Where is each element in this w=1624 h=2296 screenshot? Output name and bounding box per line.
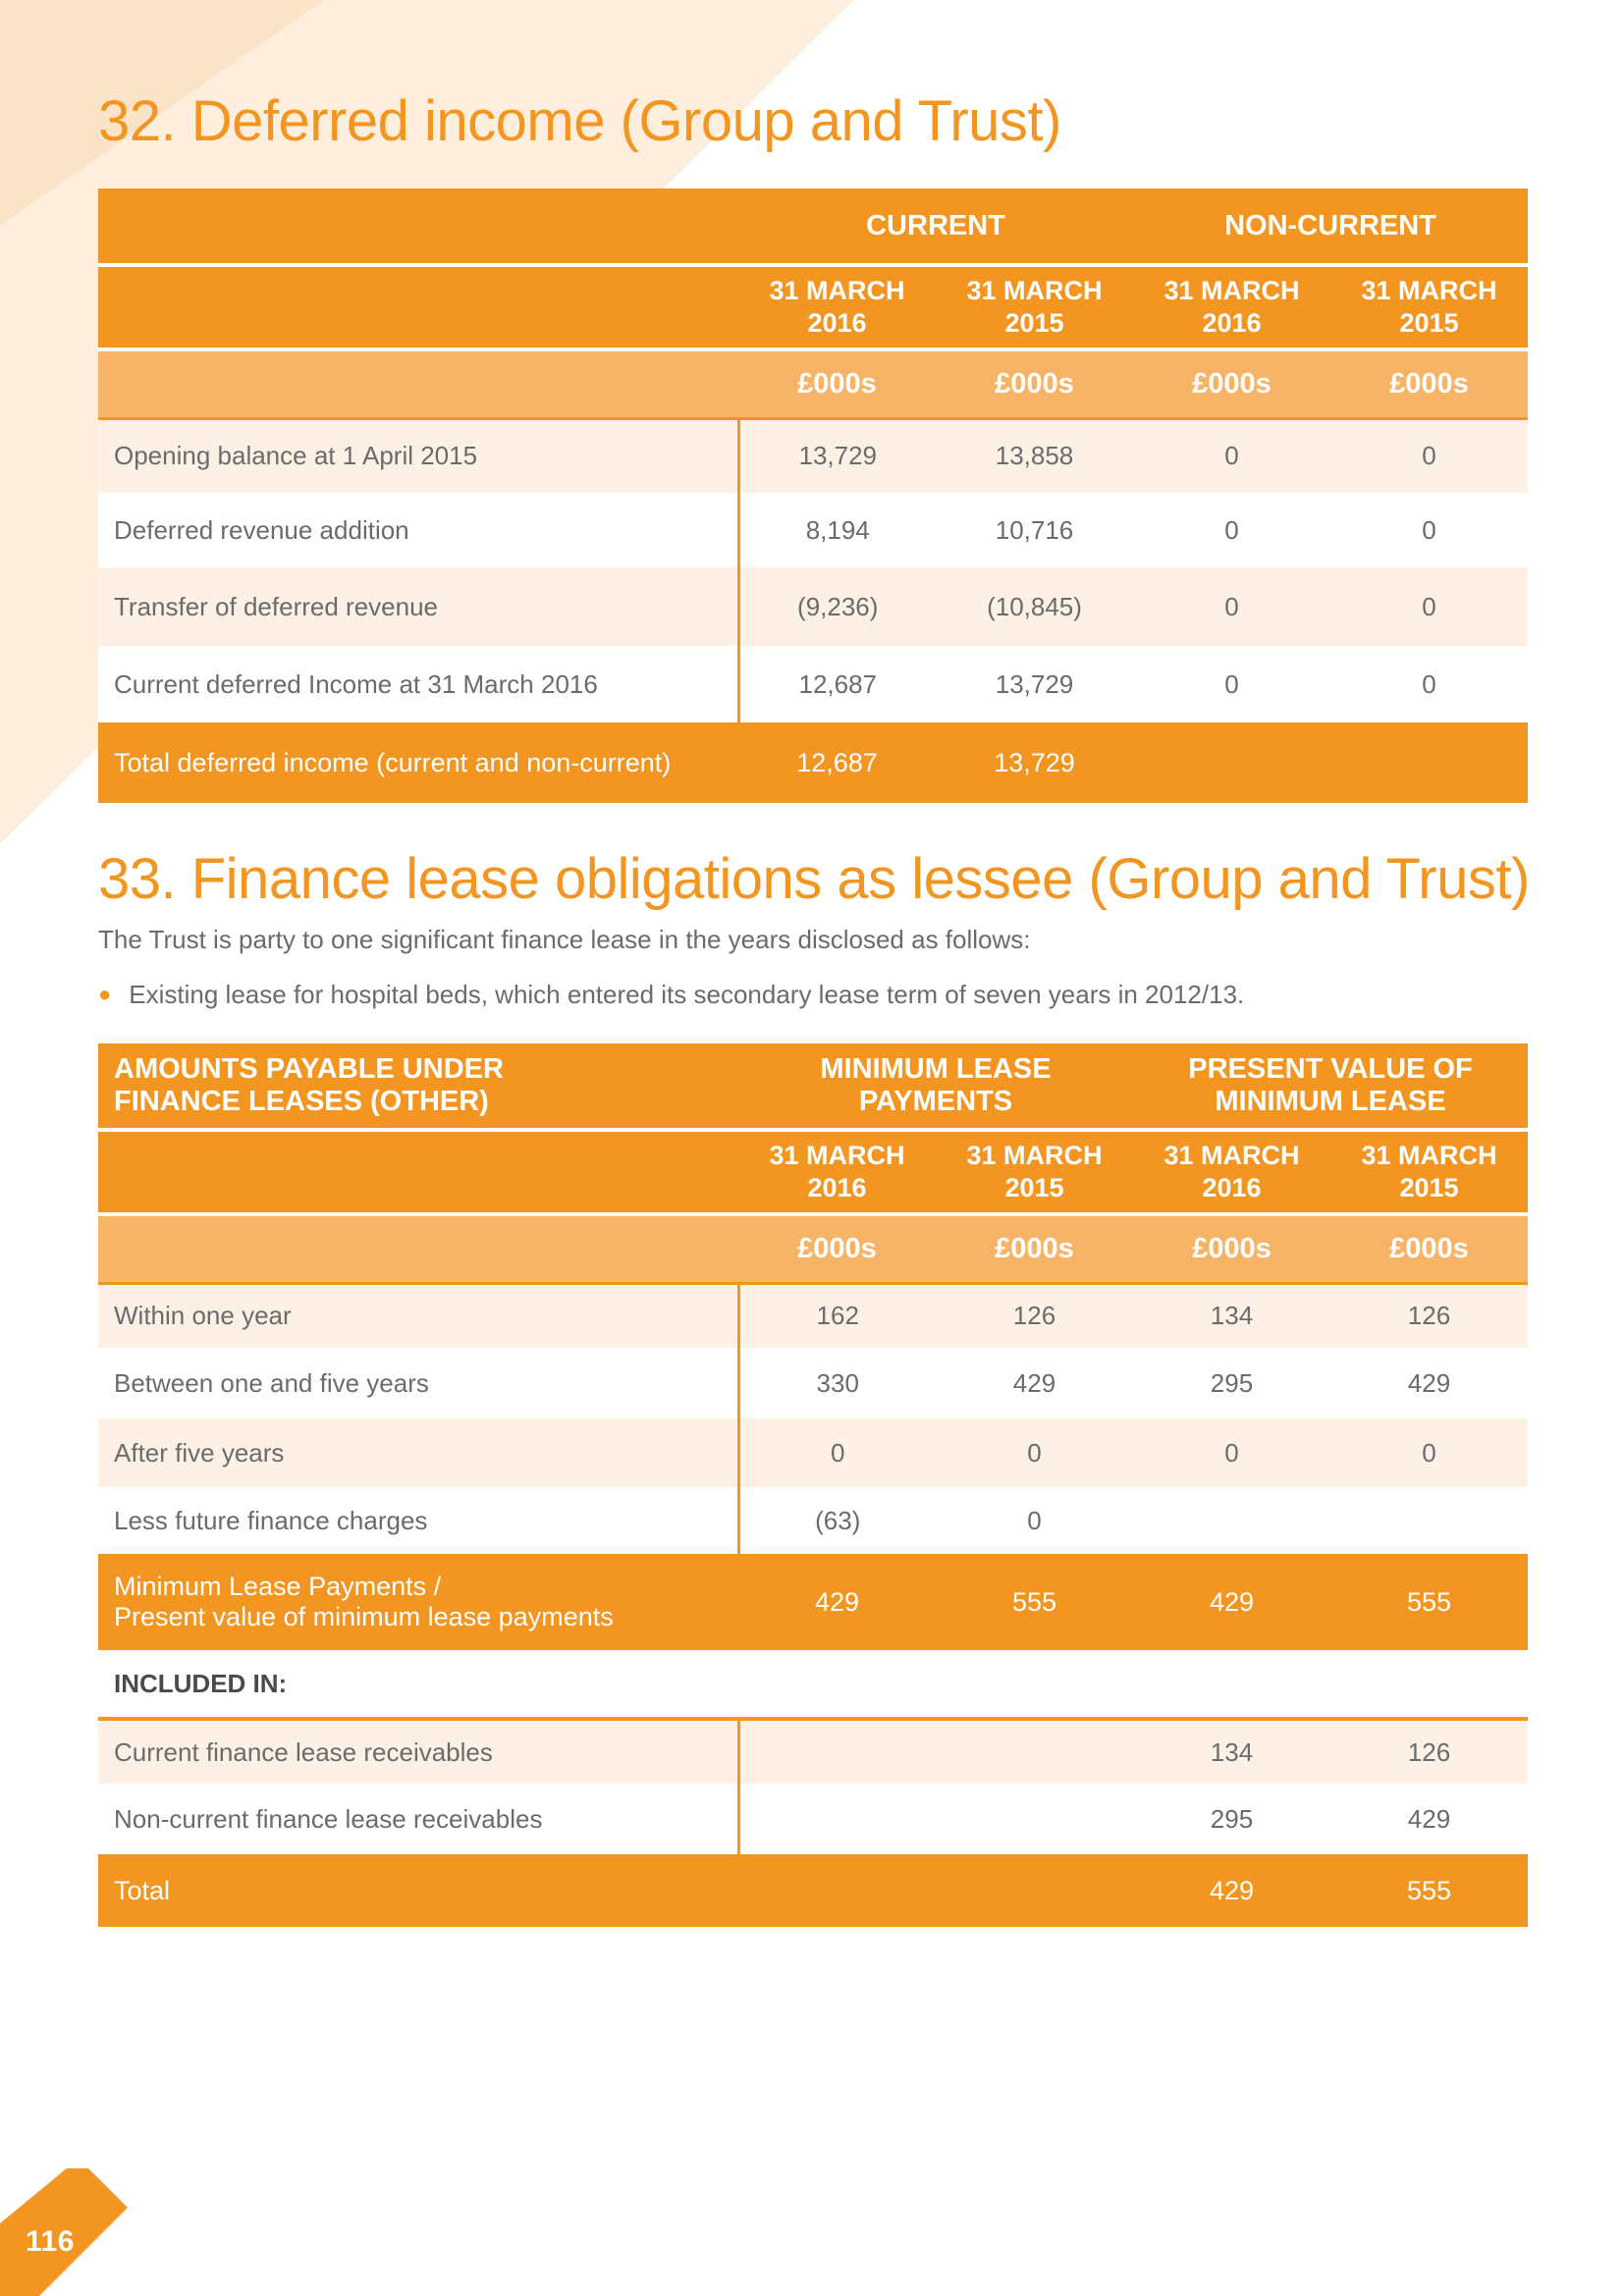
cell-value: 162 [738,1283,936,1348]
date-header: 31 MARCH 2015 [1330,1130,1528,1214]
table-header-groups [98,1043,1528,1130]
cell-value [936,1784,1133,1854]
cell-value: 429 [1330,1784,1528,1854]
group-header-minimum-lease: MINIMUM LEASE PAYMENTS [738,1043,1133,1130]
unit-header: £000s [936,349,1133,418]
cell-value: 134 [1133,1719,1330,1784]
table-row [98,1719,1528,1784]
row-label: Between one and five years [98,1348,738,1418]
cell-value: 8,194 [738,493,936,567]
bullet-item [98,980,1244,1010]
cell-value: 0 [936,1418,1133,1487]
cell-value: 0 [1330,1418,1528,1487]
cell-value: 0 [1133,418,1330,493]
table-row [98,1487,1528,1554]
cell-value: 0 [1330,567,1528,646]
total-value: 429 [738,1554,936,1650]
table-row [98,1348,1528,1418]
cell-value: 0 [1133,646,1330,722]
total-value: 429 [1133,1554,1330,1650]
section-33-intro: The Trust is party to one significant finance lease in the years disclosed as follows: [98,925,1031,954]
header-blank [98,349,738,418]
cell-value: 134 [1133,1283,1330,1348]
section-33-title: 33. Finance lease obligations as lessee (Group and Trust) [98,847,1530,911]
row-label: Transfer of deferred revenue [98,567,738,646]
table-header-dates [98,1130,1528,1214]
header-blank [98,265,738,349]
cell-value [738,1719,936,1784]
cell-value: 0 [1330,493,1528,567]
cell-value: 13,729 [738,418,936,493]
total-label: Total [98,1854,738,1927]
total-value [738,1854,936,1927]
minimum-lease-total-row [98,1554,1528,1650]
table-row [98,418,1528,493]
cell-value: 0 [1133,1418,1330,1487]
table-header-units [98,349,1528,418]
total-value [1133,722,1330,803]
cell-value: 295 [1133,1784,1330,1854]
total-row [98,1854,1528,1927]
total-label: Total deferred income (current and non-current) [98,722,738,803]
cell-value: 13,858 [936,418,1133,493]
page-number: 116 [26,2225,75,2258]
row-label: After five years [98,1418,738,1487]
cell-value [738,1784,936,1854]
cell-value [936,1719,1133,1784]
total-value: 555 [936,1554,1133,1650]
date-header: 31 MARCH 2015 [1330,265,1528,349]
date-header: 31 MARCH 2015 [936,265,1133,349]
table-header-units [98,1214,1528,1283]
included-in-heading-row [98,1650,1528,1719]
row-label: Within one year [98,1283,738,1348]
unit-header: £000s [1330,349,1528,418]
cell-value: 126 [936,1283,1133,1348]
cell-value: 10,716 [936,493,1133,567]
cell-value: 429 [1330,1348,1528,1418]
cell-value: 0 [1133,567,1330,646]
cell-value: 0 [1133,493,1330,567]
table-row [98,646,1528,722]
header-blank [98,1130,738,1214]
group-header-present-value: PRESENT VALUE OF MINIMUM LEASE [1133,1043,1528,1130]
total-value: 555 [1330,1554,1528,1650]
header-blank [98,188,738,265]
cell-value [1133,1487,1330,1554]
cell-value: 126 [1330,1719,1528,1784]
cell-value: (63) [738,1487,936,1554]
cell-value: 0 [936,1487,1133,1554]
total-value: 13,729 [936,722,1133,803]
unit-header: £000s [1133,349,1330,418]
row-label: Deferred revenue addition [98,493,738,567]
unit-header: £000s [738,1214,936,1283]
total-value [936,1854,1133,1927]
cell-value: 126 [1330,1283,1528,1348]
unit-header: £000s [1133,1214,1330,1283]
cell-value: 429 [936,1348,1133,1418]
unit-header: £000s [1330,1214,1528,1283]
table-row [98,567,1528,646]
deferred-income-table [98,188,1528,803]
total-value [1330,722,1528,803]
date-header: 31 MARCH 2015 [936,1130,1133,1214]
cell-value: 0 [1330,418,1528,493]
unit-header: £000s [738,349,936,418]
included-in-heading: INCLUDED IN: [98,1650,738,1719]
finance-lease-table [98,1043,1528,1927]
total-value: 12,687 [738,722,936,803]
row-label: Opening balance at 1 April 2015 [98,418,738,493]
date-header: 31 MARCH 2016 [1133,265,1330,349]
total-value: 555 [1330,1854,1528,1927]
row-label: Less future finance charges [98,1487,738,1554]
total-value: 429 [1133,1854,1330,1927]
unit-header: £000s [936,1214,1133,1283]
row-label: Current finance lease receivables [98,1719,738,1784]
cell-value: 0 [1330,646,1528,722]
table-row [98,493,1528,567]
date-header: 31 MARCH 2016 [738,265,936,349]
header-blank [98,1214,738,1283]
cell-value: 0 [738,1418,936,1487]
cell-value: 13,729 [936,646,1133,722]
cell-value: 12,687 [738,646,936,722]
bullet-text: Existing lease for hospital beds, which entered its secondary lease term of seven years in 2012/13. [129,980,1245,1009]
group-header-non-current: NON-CURRENT [1133,188,1528,265]
section-32-title: 32. Deferred income (Group and Trust) [98,89,1061,153]
table-header-groups [98,188,1528,265]
total-row [98,722,1528,803]
group-header-current: CURRENT [738,188,1133,265]
cell-value: (10,845) [936,567,1133,646]
total-label: Minimum Lease Payments / Present value of minimum lease payments [98,1554,738,1650]
table-row [98,1784,1528,1854]
date-header: 31 MARCH 2016 [1133,1130,1330,1214]
cell-value: 330 [738,1348,936,1418]
cell-value [1330,1487,1528,1554]
row-label: Current deferred Income at 31 March 2016 [98,646,738,722]
header-label: AMOUNTS PAYABLE UNDER FINANCE LEASES (OTHER) [98,1043,738,1130]
table-header-dates [98,265,1528,349]
table-row [98,1418,1528,1487]
cell-value: (9,236) [738,567,936,646]
row-label: Non-current finance lease receivables [98,1784,738,1854]
date-header: 31 MARCH 2016 [738,1130,936,1214]
bullet-icon: ● [98,982,112,1006]
cell-value: 295 [1133,1348,1330,1418]
table-row [98,1283,1528,1348]
